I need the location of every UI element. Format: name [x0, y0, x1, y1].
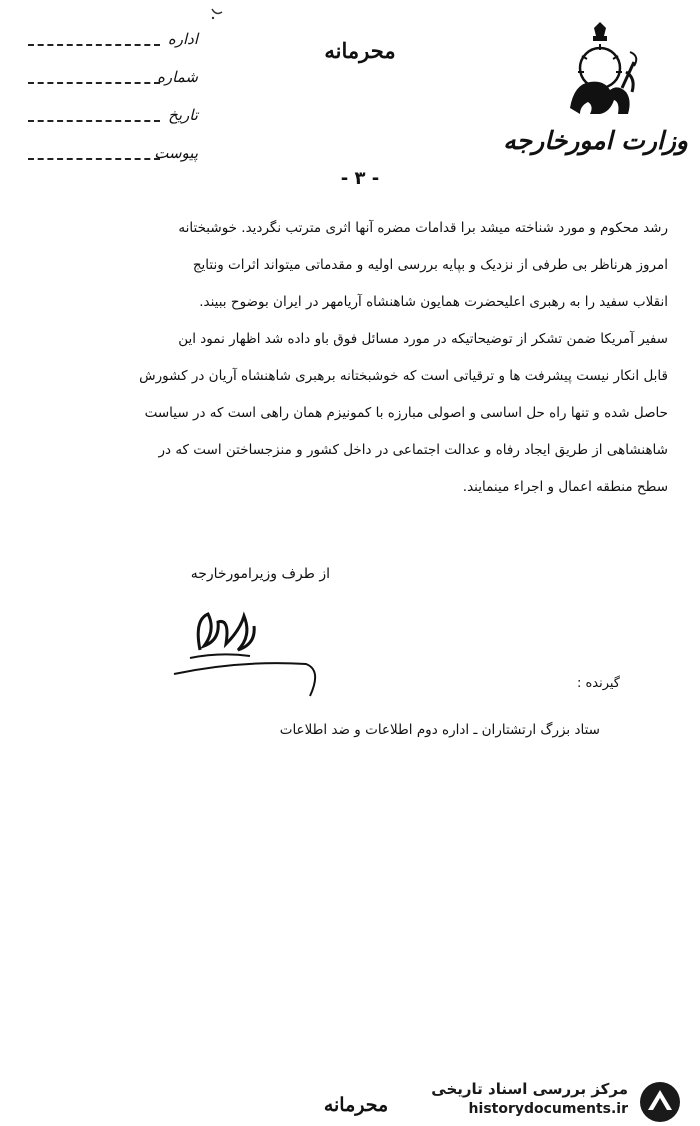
signatory-role: از طرف وزیرامورخارجه	[190, 566, 330, 582]
archive-logo-icon	[636, 1080, 684, 1124]
reference-field-attachment	[28, 142, 198, 180]
letter-body	[58, 210, 668, 506]
body-line: حاصل شده و تنها راه حل اساسی و اصولی مبارزه با کمونیزم همان راهی است که در سیاست	[144, 405, 668, 421]
body-line: امروز هرناظر بی طرفی از نزدیک و بپایه بررسی اولیه و مقدماتی میتواند اثرات ونتایج	[192, 257, 668, 273]
reference-field-date	[28, 104, 198, 142]
body-line: قابل انکار نیست پیشرفت ها و ترقیاتی است که خوشبختانه برهبری شاهنشاه آریان در کشورش	[139, 368, 668, 384]
ink-speck	[210, 6, 224, 20]
body-line: سطح منطقه اعمال و اجراء مینمایند.	[462, 479, 668, 495]
classification-footer: محرمانه	[323, 1094, 389, 1116]
field-label: شماره	[157, 68, 198, 86]
reference-field-office	[28, 28, 198, 66]
recipient-entry: ستاد بزرگ ارتشتاران ـ اداره دوم اطلاعات و ضد اطلاعات	[279, 722, 600, 738]
reference-fields	[28, 28, 198, 180]
field-label: اداره	[167, 30, 198, 48]
field-label: تاریخ	[168, 106, 198, 124]
watermark-title: مرکز بررسی اسناد تاریخی	[431, 1080, 628, 1098]
body-line: شاهنشاهی از طریق ایجاد رفاه و عدالت اجتماعی در داخل کشور و منزجساختن است که در	[158, 442, 668, 458]
ministry-name: وزارت امورخارجه	[503, 126, 688, 155]
field-blank-line	[28, 82, 160, 84]
field-label: پیوست	[154, 144, 198, 162]
watermark-url: historydocuments.ir	[468, 1101, 628, 1117]
field-blank-line	[28, 158, 160, 160]
body-line: رشد محکوم و مورد شناخته میشد برا قدامات مضره آنها اثری مترتب نگردید. خوشبختانه	[178, 220, 668, 236]
page-number: - ۳ -	[340, 168, 380, 189]
field-blank-line	[28, 44, 160, 46]
handwritten-signature	[160, 600, 330, 700]
body-line: سفیر آمریکا ضمن تشکر از توضیحاتیکه در مورد مسائل فوق باو داده شد اظهار نمود این	[178, 331, 668, 347]
body-line: انقلاب سفید را به رهبری اعلیحضرت همایون شاهنشاه آریامهر در ایران بوضوح ببیند.	[199, 294, 668, 310]
archive-watermark	[418, 1080, 688, 1124]
lion-and-sun-emblem-icon	[560, 22, 640, 122]
classification-heading: محرمانه	[324, 38, 396, 63]
field-blank-line	[28, 120, 160, 122]
reference-field-number	[28, 66, 198, 104]
recipients-label: گیرنده :	[576, 676, 620, 691]
